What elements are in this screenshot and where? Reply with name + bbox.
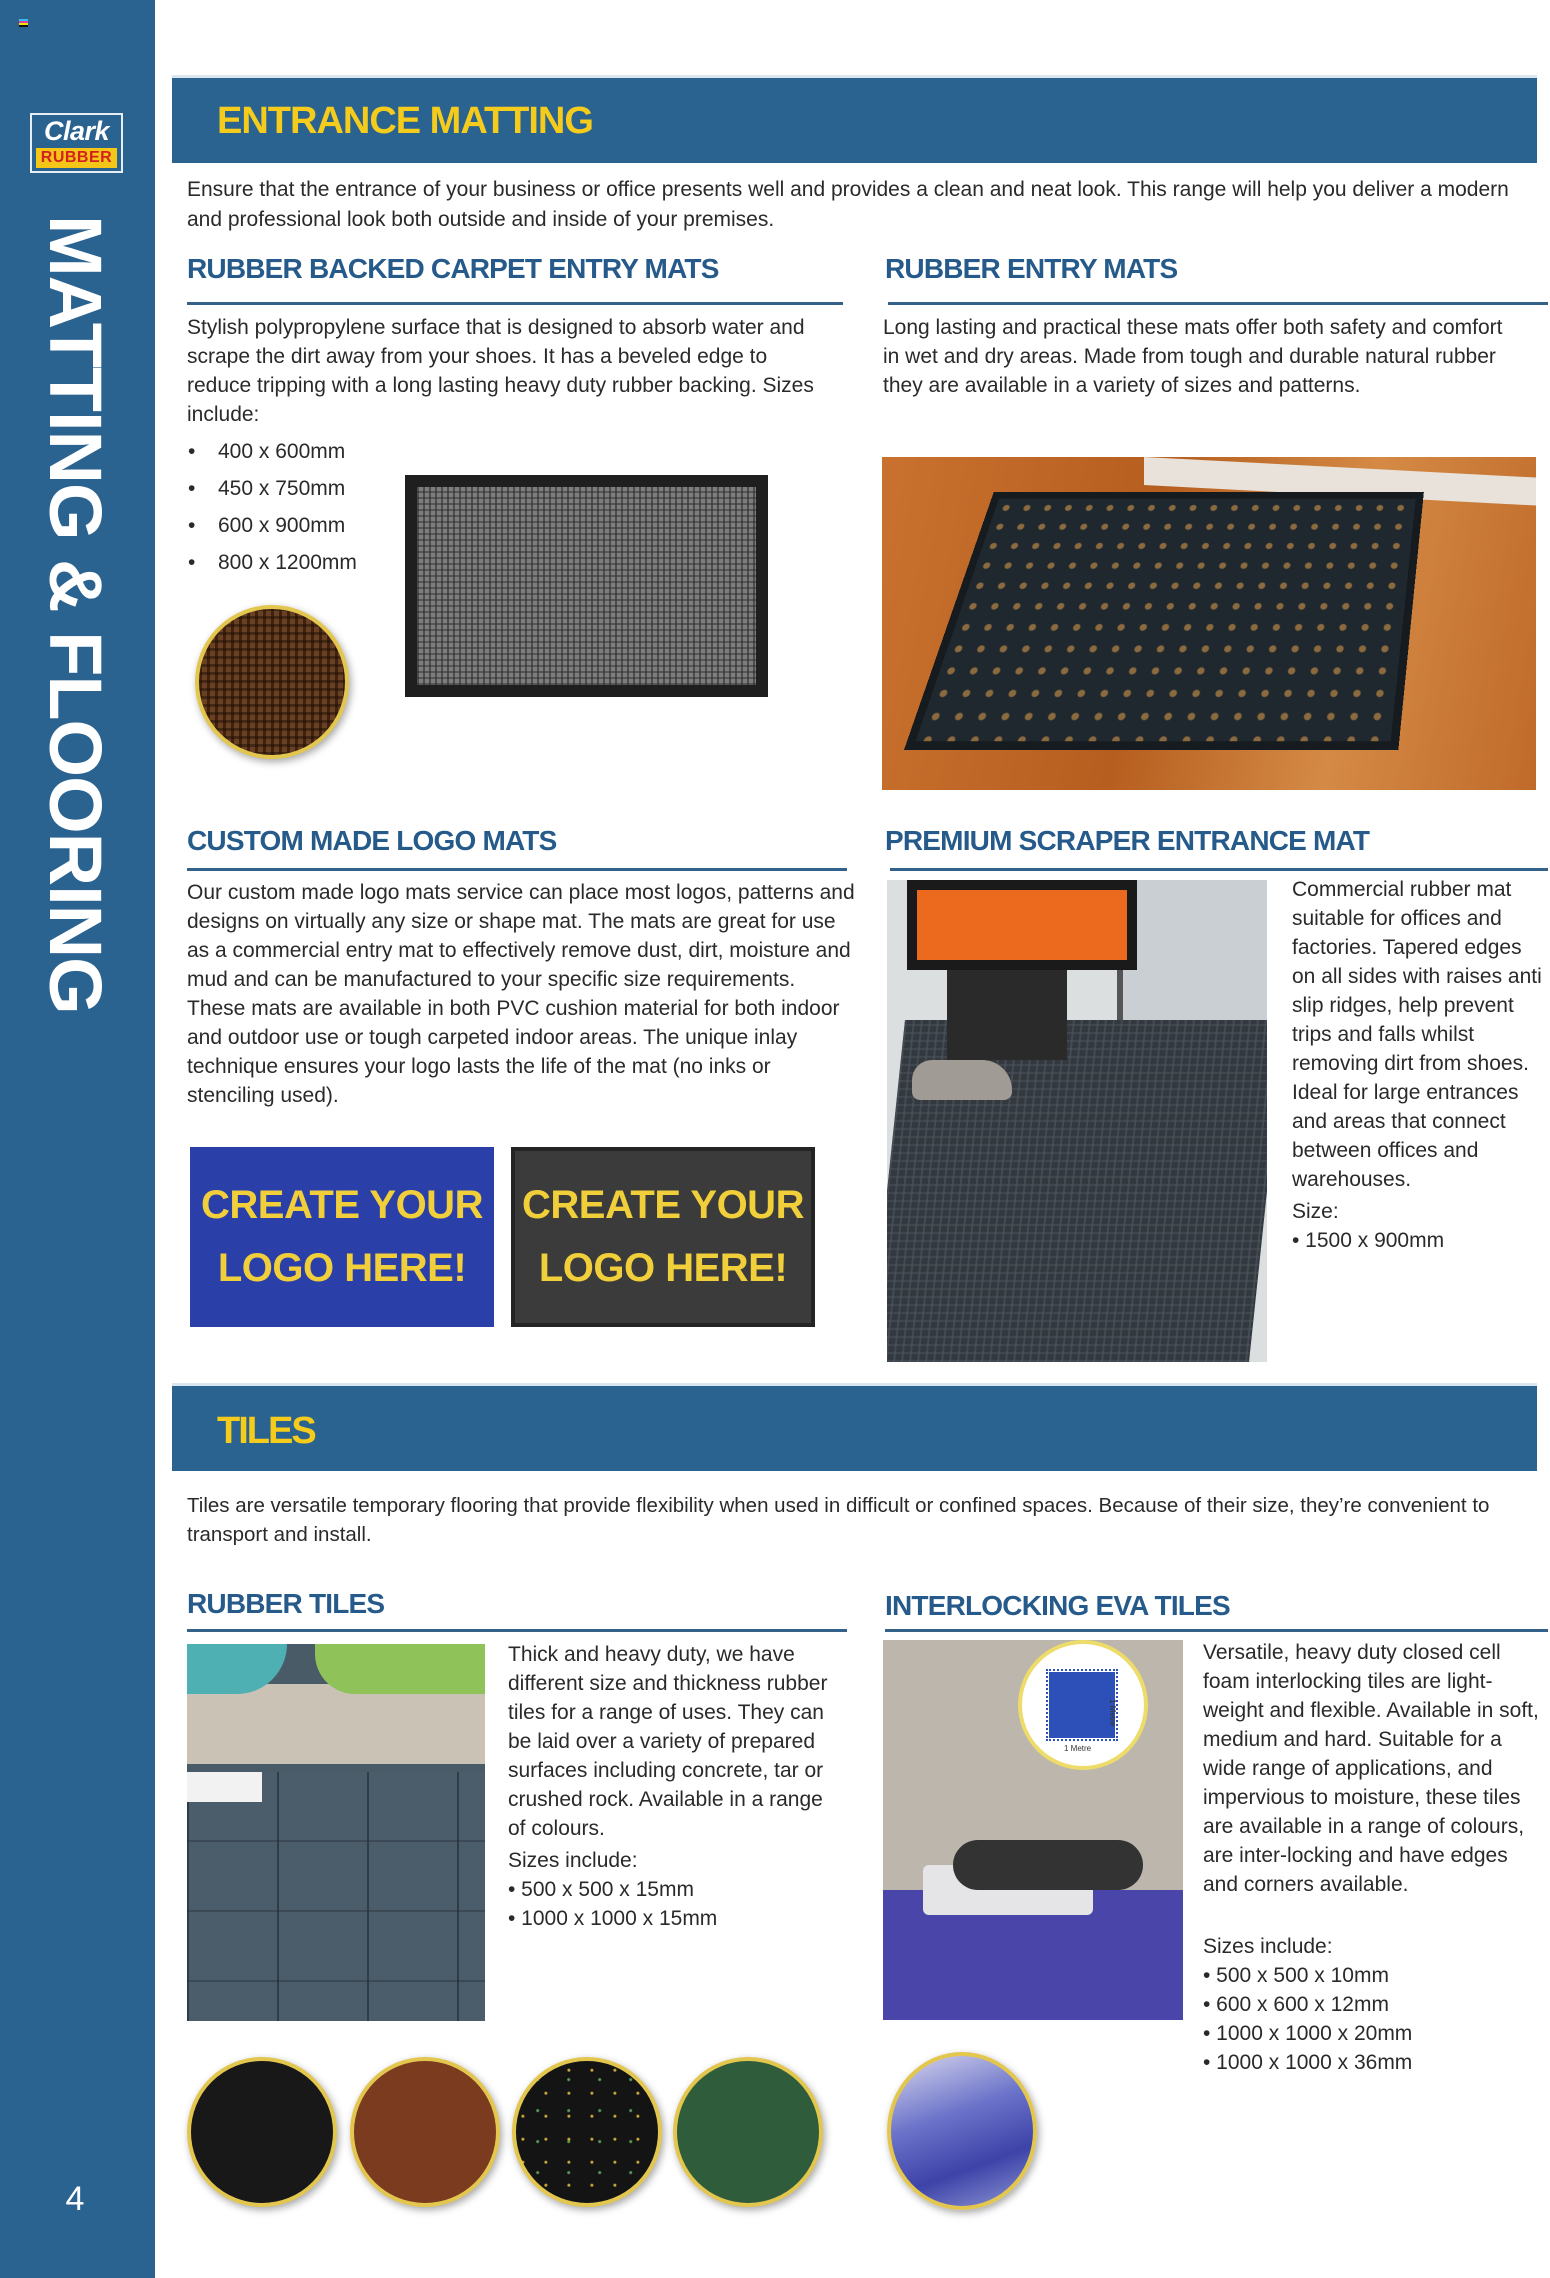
tiles-banner bbox=[172, 1383, 1537, 1471]
logo-wordmark-clark: Clark bbox=[43, 116, 110, 146]
callout-height-label: 1 Metre bbox=[1108, 1699, 1117, 1727]
scraper-size-label: Size: bbox=[1292, 1200, 1339, 1223]
eva-tiles-photo bbox=[883, 1640, 1183, 2020]
scraper-heading: PREMIUM SCRAPER ENTRANCE MAT bbox=[885, 825, 1370, 856]
print-registration-mark bbox=[19, 19, 28, 28]
scraper-mat-photo bbox=[887, 880, 1267, 1362]
tiles-intro: Tiles are versatile temporary flooring that provide flexibility when used in difficult or confined spaces. Because of their size, they’re convenient to transport and install. bbox=[187, 1494, 1490, 1546]
banner-title: ENTRANCE MATTING bbox=[217, 100, 593, 142]
rubber-tiles-body: Thick and heavy duty, we have different size and thickness rubber tiles for a range of uses. They can be laid over a variety of prepared surfaces including concrete, tar or crushed rock. Available in a range of colours. bbox=[508, 1643, 828, 1840]
rubber-entry-body: Long lasting and practical these mats offer both safety and comfort in wet and dry areas. Made from tough and durable natural rubber they are available in a variety of sizes and patterns. bbox=[883, 316, 1503, 397]
eva-tiles-size-label: Sizes include: bbox=[1203, 1935, 1333, 1958]
rubber-tile-swatch-black-fleck bbox=[512, 2057, 662, 2207]
scraper-body: Commercial rubber mat suitable for offices and factories. Tapered edges on all sides with raises anti slip ridges, help prevent trips and falls whilst removing dirt from shoes. Ideal for large entrances and areas that connect between offices and warehouses. bbox=[1292, 878, 1542, 1191]
size-item: • 1000 x 1000 x 15mm bbox=[508, 1907, 718, 1930]
divider bbox=[885, 1629, 1548, 1632]
size-item: • 600 x 600 x 12mm bbox=[1203, 1993, 1389, 2016]
callout-width-label: 1 Metre bbox=[1064, 1744, 1092, 1753]
carpet-mats-heading: RUBBER BACKED CARPET ENTRY MATS bbox=[187, 253, 719, 284]
entrance-matting-banner bbox=[172, 75, 1537, 163]
carpet-mats-sizes bbox=[218, 440, 357, 588]
rubber-entry-mat-photo bbox=[882, 457, 1536, 790]
rubber-tiles-sizes bbox=[508, 1875, 717, 1933]
rubber-tile-swatch-terracotta bbox=[350, 2057, 500, 2207]
divider bbox=[888, 302, 1548, 305]
logo-mat-black-sample bbox=[511, 1147, 815, 1327]
size-item: • 800 x 1200mm bbox=[218, 551, 357, 588]
divider bbox=[890, 868, 1548, 871]
size-item: • 1000 x 1000 x 36mm bbox=[1203, 2051, 1413, 2074]
divider bbox=[187, 302, 843, 305]
logo-mat-blue-sample bbox=[190, 1147, 494, 1327]
logo-mats-heading: CUSTOM MADE LOGO MATS bbox=[187, 825, 557, 856]
banner-title: TILES bbox=[217, 1410, 315, 1452]
sample-line-2: LOGO HERE! bbox=[217, 1246, 467, 1290]
page-number: 4 bbox=[65, 2180, 85, 2218]
sample-line-1: CREATE YOUR bbox=[201, 1183, 483, 1227]
sample-line-1: CREATE YOUR bbox=[522, 1183, 804, 1227]
eva-tiles-sizes bbox=[1203, 1961, 1412, 2077]
divider bbox=[187, 1629, 847, 1632]
brown-mat-swatch bbox=[195, 605, 349, 759]
carpet-mats-body: Stylish polypropylene surface that is designed to absorb water and scrape the dirt away from your shoes. It has a beveled edge to reduce tripping with a long lasting heavy duty rubber backing. Sizes include: bbox=[187, 316, 814, 426]
size-item: • 450 x 750mm bbox=[218, 477, 357, 514]
size-item: • 1000 x 1000 x 20mm bbox=[1203, 2022, 1413, 2045]
section-title-text: MATTING & FLOORING bbox=[34, 215, 117, 1014]
rubber-entry-heading: RUBBER ENTRY MATS bbox=[885, 253, 1178, 284]
size-item: • 1500 x 900mm bbox=[1292, 1229, 1445, 1252]
size-item: • 400 x 600mm bbox=[218, 440, 357, 477]
section-title-vertical bbox=[25, 215, 125, 1025]
clark-rubber-logo bbox=[30, 113, 123, 173]
eva-tiles-heading: INTERLOCKING EVA TILES bbox=[885, 1590, 1230, 1621]
rubber-tiles-heading: RUBBER TILES bbox=[187, 1588, 385, 1619]
divider bbox=[187, 868, 847, 871]
eva-tile-size-callout bbox=[1018, 1640, 1148, 1770]
rubber-tile-swatch-green bbox=[673, 2057, 823, 2207]
logo-mats-body: Our custom made logo mats service can place most logos, patterns and designs on virtually any size or shape mat. The mats are great for use as a commercial entry mat to effectively remove dust, dirt, moisture and mud and can be manufactured to your specific size requirements. These mats are available in both PVC cushion material for both indoor and outdoor use or tough carpeted indoor areas. The unique inlay technique ensures your logo lasts the life of the mat (no inks or stenciling used). bbox=[187, 881, 855, 1107]
rubber-tiles-size-label: Sizes include: bbox=[508, 1849, 638, 1872]
carpet-mat-image bbox=[405, 475, 768, 697]
eva-tile-interlock-swatch bbox=[887, 2052, 1037, 2210]
rubber-tiles-photo bbox=[187, 1644, 485, 2021]
entrance-intro: Ensure that the entrance of your business or office presents well and provides a clean and neat look. This range will help you deliver a modern and professional look both outside and inside of your premises. bbox=[187, 178, 1509, 231]
scraper-sizes bbox=[1292, 1226, 1444, 1255]
eva-tiles-body: Versatile, heavy duty closed cell foam interlocking tiles are light-weight and flexible. Available in soft, medium and hard. Suitable for a wide range of applications, and impervious to moisture, these tiles are available in a range of colours, are inter-locking and have edges and corners available. bbox=[1203, 1641, 1539, 1896]
logo-wordmark-rubber: RUBBER bbox=[36, 148, 117, 168]
size-item: • 500 x 500 x 10mm bbox=[1203, 1964, 1389, 1987]
size-item: • 600 x 900mm bbox=[218, 514, 357, 551]
rubber-tile-swatch-black bbox=[187, 2057, 337, 2207]
size-item: • 500 x 500 x 15mm bbox=[508, 1878, 694, 1901]
sample-line-2: LOGO HERE! bbox=[538, 1246, 788, 1290]
